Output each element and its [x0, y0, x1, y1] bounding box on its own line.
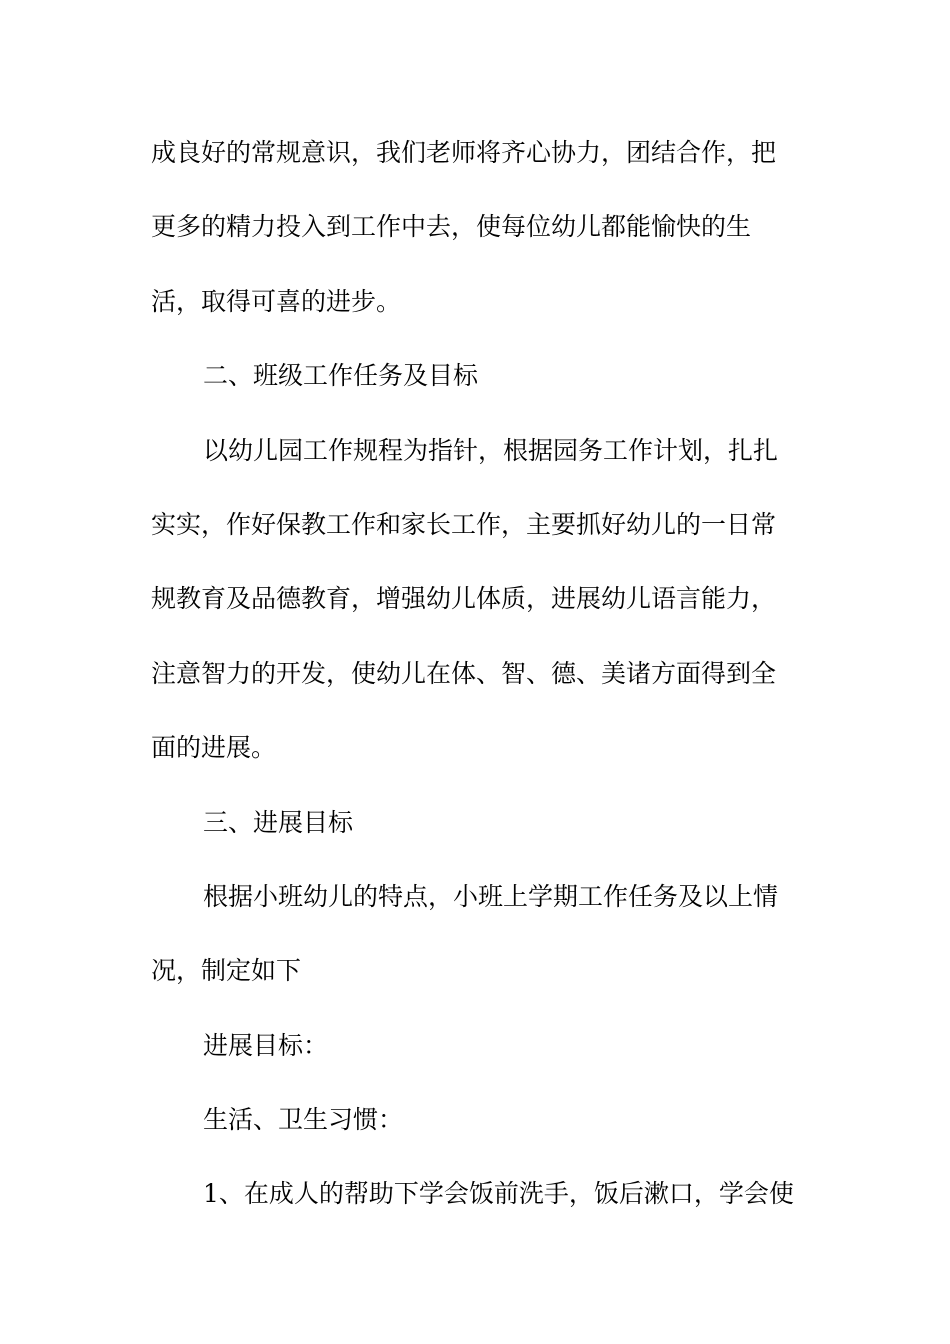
paragraph-line: 更多的精力投入到工作中去，使每位幼儿都能愉快的生 [151, 212, 752, 242]
paragraph-line: 根据小班幼儿的特点，小班上学期工作任务及以上情 [203, 881, 779, 911]
paragraph-line: 以幼儿园工作规程为指针，根据园务工作计划，扎扎 [203, 435, 779, 465]
paragraph-line: 注意智力的开发，使幼儿在体、智、德、美诸方面得到全 [151, 658, 777, 688]
section-heading: 二、班级工作任务及目标 [203, 361, 479, 391]
subheading: 进展目标： [203, 1030, 329, 1060]
paragraph-line: 活，取得可喜的进步。 [151, 286, 402, 316]
subheading: 生活、卫生习惯： [203, 1105, 404, 1135]
paragraph-line: 实实，作好保教工作和家长工作，主要抓好幼儿的一日常 [151, 509, 777, 539]
section-heading: 三、进展目标 [203, 807, 354, 837]
document-body [151, 128, 811, 1244]
paragraph-line: 况，制定如下 [151, 956, 302, 986]
list-item: 1、在成人的帮助下学会饭前洗手，饭后漱口，学会使 [203, 1179, 794, 1209]
paragraph-line: 成良好的常规意识，我们老师将齐心协力，团结合作，把 [151, 138, 777, 167]
paragraph-line: 规教育及品德教育，增强幼儿体质，进展幼儿语言能力， [151, 584, 777, 614]
paragraph-line: 面的进展。 [151, 733, 277, 763]
